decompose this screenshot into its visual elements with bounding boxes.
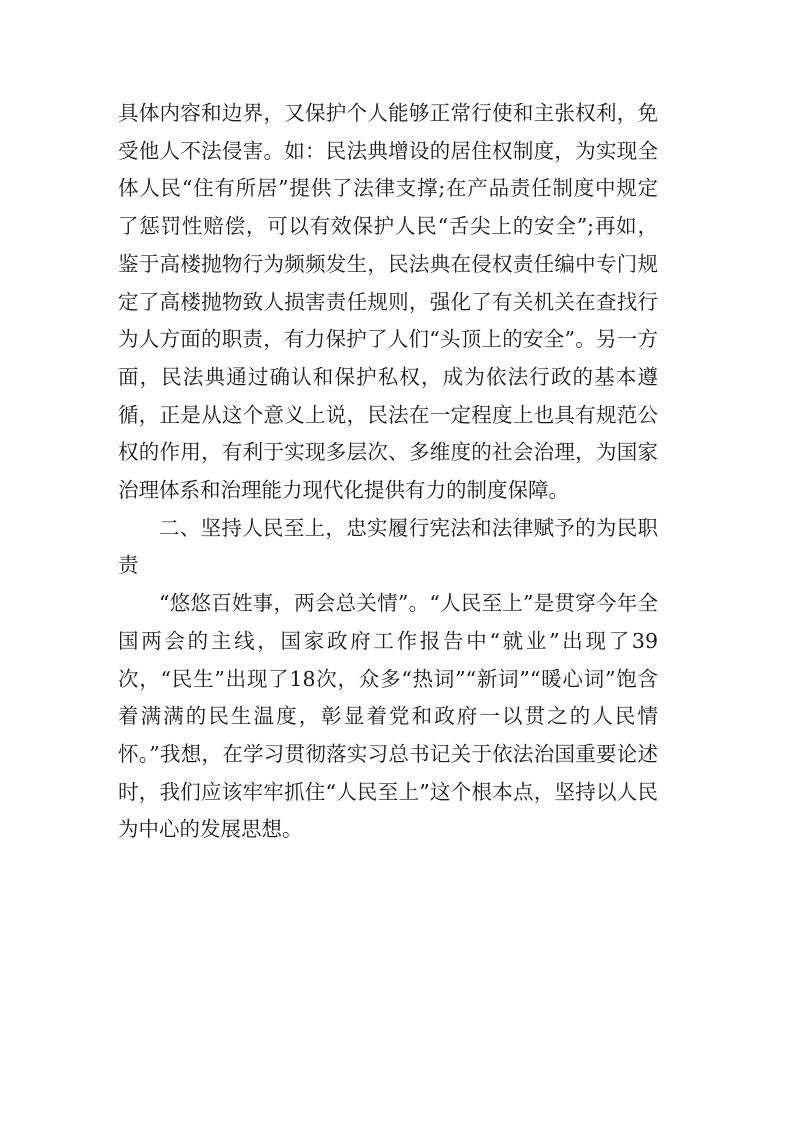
paragraph: “悠悠百姓事，两会总关情”。“人民至上”是贯穿今年全国两会的主线，国家政府工作报告中“就业”出现了39次，“民生”出现了18次，众多“热词”“新词”“暖心词”饱含着满满的民生温度，彰显着党和政府一以贯之的人民情怀。”我想，在学习贯彻落实习总书记关于依法治国重要论述时，我们应该牢牢抓住“人民至上”这个根本点，坚持以人民为中心的发展思想。 [118,591,658,842]
section-heading: 二、坚持人民至上，忠实履行宪法和法律赋予的为民职责 [118,515,658,578]
paragraph-continued: 具体内容和边界，又保护个人能够正常行使和主张权利，免受他人不法侵害。如：民法典增设的居住权制度，为实现全体人民“住有所居”提供了法律支撑;在产品责任制度中规定了惩罚性赔偿，可以有效保护人民“舌尖上的安全”;再如，鉴于高楼抛物行为频频发生，民法典在侵权责任编中专门规定了高楼抛物致人损害责任规则，强化了有关机关在查找行为人方面的职责，有力保护了人们“头顶上的安全”。另一方面，民法典通过确认和保护私权，成为依法行政的基本遵循，正是从这个意义上说，民法在一定程度上也具有规范公权的作用，有利于实现多层次、多维度的社会治理，为国家治理体系和治理能力现代化提供有力的制度保障。 [118,101,658,503]
document-body [118,95,658,849]
